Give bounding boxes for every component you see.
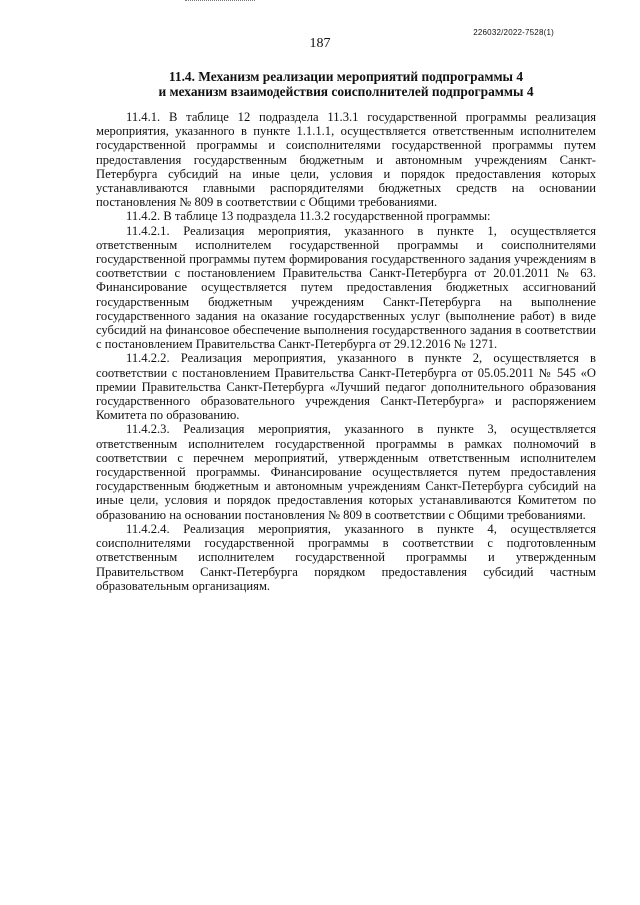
top-edge-mark (185, 0, 255, 3)
paragraph-11-4-2-2: 11.4.2.2. Реализация мероприятия, указанного в пункте 2, осуществляется в соответствии с постановлением Правительства Санкт-Петербурга от 05.05.2011 № 545 «О премии Правительства Санкт-Петербурга «Лучший педагог дополнительного образования государственного образовательного учреждения Санкт-Петербурга» и распоряжением Комитета по образованию. (96, 351, 596, 423)
document-id: 226032/2022-7528(1) (473, 28, 554, 37)
document-body (96, 110, 596, 593)
paragraph-11-4-1: 11.4.1. В таблице 12 подраздела 11.3.1 государственной программы реализация мероприятия, указанного в пункте 1.1.1.1, осуществляется ответственным исполнителем государственной программы и соисполнителями государственной программы путем предоставления государственным бюджетным и автономным учреждениям Санкт-Петербурга субсидий на иные цели, условия и порядок предоставления которых устанавливаются главными распорядителями бюджетных средств на основании постановления № 809 в соответствии с Общими требованиями. (96, 110, 596, 210)
heading-line-2: и механизм взаимодействия соисполнителей подпрограммы 4 (158, 84, 534, 99)
paragraph-11-4-2-4: 11.4.2.4. Реализация мероприятия, указанного в пункте 4, осуществляется соисполнителями государственной программы в соответствии с подготовленным ответственным исполнителем государственной программы и утвержденным Правительством Санкт-Петербурга порядком предоставления субсидий частным образовательным организациям. (96, 521, 596, 593)
paragraph-11-4-2: 11.4.2. В таблице 13 подраздела 11.3.2 государственной программы: (126, 209, 491, 224)
heading-line-1: 11.4. Механизм реализации мероприятий подпрограммы 4 (168, 69, 524, 84)
paragraph-11-4-2-1: 11.4.2.1. Реализация мероприятия, указанного в пункте 1, осуществляется ответственным исполнителем государственной программы и соисполнителями государственной программы путем формирования государственного задания учреждениям в соответствии с постановлением Правительства Санкт-Петербурга от 20.01.2011 № 63. Финансирование осуществляется путем предоставления бюджетных ассигнований государственным бюджетным учреждениям Санкт-Петербурга на выполнение государственного задания на оказание государственных услуг (выполнение работ) в виде субсидий на финансовое обеспечение выполнения государственного задания в соответствии с постановлением Правительства Санкт-Петербурга от 29.12.2016 № 1271. (96, 223, 596, 352)
paragraph-11-4-2-3: 11.4.2.3. Реализация мероприятия, указанного в пункте 3, осуществляется ответственным исполнителем государственной программы в рамках полномочий в соответствии с перечнем мероприятий, утвержденным ответственным исполнителем государственной программы. Финансирование осуществляется путем предоставления государственным бюджетным и автономным учреждениям Санкт-Петербурга субсидий на иные цели, условия и порядок предоставления которых устанавливаются Комитетом по образованию на основании постановления № 809 в соответствии с Общими требованиями. (96, 422, 596, 522)
page-number: 187 (309, 36, 331, 51)
section-heading (96, 69, 596, 99)
